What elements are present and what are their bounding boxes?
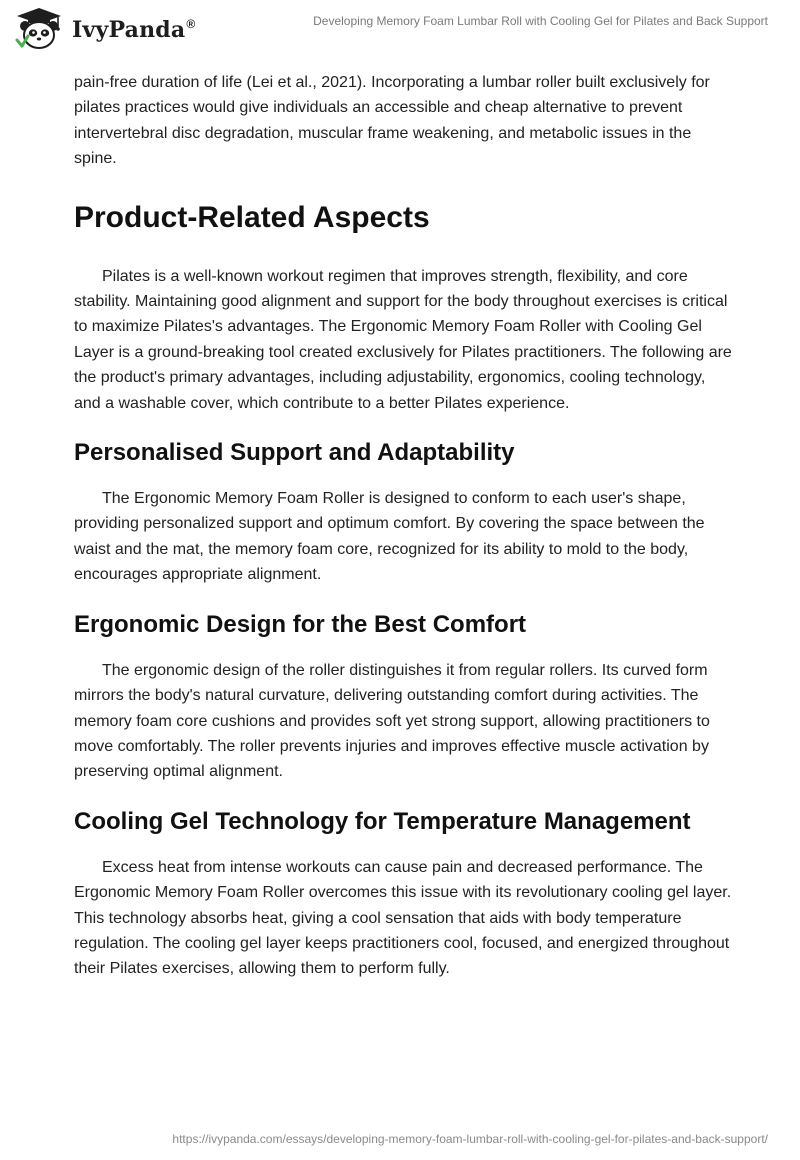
page-header [0,0,800,60]
subsection-paragraph-cooling: Excess heat from intense workouts can cause pain and decreased performance. The Ergonomic Memory Foam Roller overcomes this issue with its revolutionary cooling gel layer. This technology absorbs heat, giving a cool sensation that aids with body temperature regulation. The cooling gel layer keeps practitioners cool, focused, and energized throughout their Pilates exercises, allowing them to perform fully. [74,858,732,978]
intro-paragraph: pain-free duration of life (Lei et al., 2021). Incorporating a lumbar roller built exclusively for pilates practices would give individuals an accessible and cheap alternative to prevent intervertebral disc degradation, muscular frame weakening, and metabolic issues in the spine. [74,74,710,168]
panda-graduate-logo-icon [14,6,64,52]
subsection-paragraph-ergonomic: The ergonomic design of the roller distinguishes it from regular rollers. Its curved form mirrors the body's natural curvature, delivering outstanding comfort during activities. The memory foam core cushions and provides soft yet strong support, allowing practitioners to move comfortably. The roller prevents injuries and improves effective muscle activation by preserving optimal alignment. [74,661,710,781]
registered-mark: ® [186,17,196,31]
source-url[interactable]: https://ivypanda.com/essays/developing-memory-foam-lumbar-roll-with-cooling-gel-for-pilates-and-back-support/ [172,1132,768,1146]
section-heading: Product-Related Aspects [74,200,430,234]
subsection-heading-cooling: Cooling Gel Technology for Temperature Management [74,807,691,835]
subsection-paragraph-support: The Ergonomic Memory Foam Roller is designed to conform to each user's shape, providing personalized support and optimum comfort. By covering the space between the waist and the mat, the memory foam core, recognized for its ability to mold to the body, encourages appropriate alignment. [74,490,705,584]
subsection-heading-ergonomic: Ergonomic Design for the Best Comfort [74,610,527,638]
section-paragraph: Pilates is a well-known workout regimen that improves strength, flexibility, and core stability. Maintaining good alignment and support for the body throughout exercises is critical to maximize Pilates's advantages. The Ergonomic Memory Foam Roller with Cooling Gel Layer is a ground-breaking tool created exclusively for Pilates practitioners. The following are the product's primary advantages, including adjustability, ergonomics, cooling technology, and a washable cover, which contribute to a better Pilates experience. [74,267,732,412]
document-title: Developing Memory Foam Lumbar Roll with Cooling Gel for Pilates and Back Support [313,14,768,28]
essay-content [74,70,734,982]
subsection-heading-support: Personalised Support and Adaptability [74,439,515,467]
brand-name: IvyPanda® [72,17,196,43]
brand-logo[interactable] [14,6,195,52]
